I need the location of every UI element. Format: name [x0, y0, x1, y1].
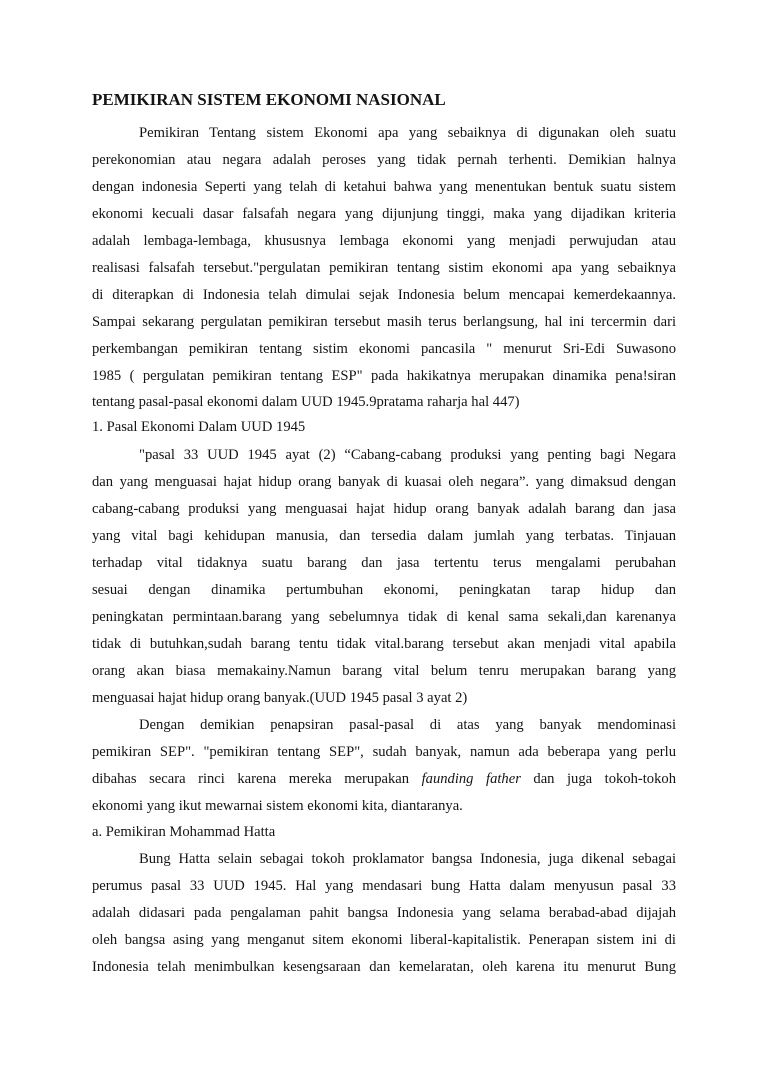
page-title: PEMIKIRAN SISTEM EKONOMI NASIONAL	[92, 90, 446, 109]
paragraph-line: 1985 ( pergulatan pemikiran tentang ESP" pada hakikatnya merupakan dinamika pena!siran	[92, 368, 676, 384]
line-segment: dibahas secara rinci karena mereka merupakan	[92, 771, 410, 787]
paragraph-line: adalah lembaga-lembaga, khususnya lembaga ekonomi yang menjadi perwujudan atau	[92, 233, 676, 249]
line-segment: dan juga tokoh-tokoh	[533, 771, 676, 787]
paragraph-line: perekonomian atau negara adalah peroses yang tidak pernah terhenti. Demikian halnya	[92, 152, 676, 168]
paragraph-line: menguasai hajat hidup orang banyak.(UUD 1945 pasal 3 ayat 2)	[92, 690, 468, 706]
paragraph-line: ekonomi yang ikut mewarnai sistem ekonomi kita, diantaranya.	[92, 798, 463, 814]
paragraph-line	[92, 770, 676, 788]
paragraph-line: yang vital bagi kehidupan manusia, dan tersedia dalam jumlah yang terbatas. Tinjauan	[92, 528, 676, 544]
paragraph-line: Sampai sekarang pergulatan pemikiran tersebut masih terus berlangsung, hal ini tercermin dari	[92, 314, 676, 330]
paragraph-line: Pemikiran Tentang sistem Ekonomi apa yang sebaiknya di digunakan oleh suatu	[139, 125, 676, 141]
paragraph-line: oleh bangsa asing yang menganut sitem ekonomi liberal-kapitalistik. Penerapan sistem ini di	[92, 932, 676, 948]
paragraph-line: ekonomi kecuali dasar falsafah negara yang dijunjung tinggi, maka yang dijadikan kriteria	[92, 206, 676, 222]
paragraph-line: sesuai dengan dinamika pertumbuhan ekonomi, peningkatan tarap hidup dan	[92, 582, 676, 598]
paragraph-line: cabang-cabang produksi yang menguasai hajat hidup orang banyak adalah barang dan jasa	[92, 501, 676, 517]
section-heading: 1. Pasal Ekonomi Dalam UUD 1945	[92, 419, 306, 435]
paragraph-line: pemikiran SEP". "pemikiran tentang SEP", sudah banyak, namun ada beberapa yang perlu	[92, 744, 676, 760]
section-heading: a. Pemikiran Mohammad Hatta	[92, 824, 276, 840]
paragraph-line: tidak di butuhkan,sudah barang tentu tidak vital.barang tersebut akan menjadi vital apabila	[92, 636, 676, 652]
paragraph-line: dengan indonesia Seperti yang telah di ketahui bahwa yang menentukan bentuk suatu sistem	[92, 179, 676, 195]
paragraph-line: perumus pasal 33 UUD 1945. Hal yang mendasari bung Hatta dalam menyusun pasal 33	[92, 878, 676, 894]
paragraph-line: "pasal 33 UUD 1945 ayat (2) “Cabang-cabang produksi yang penting bagi Negara	[139, 447, 676, 463]
paragraph-line: orang akan biasa memakainy.Namun barang vital belum tenru merupakan barang yang	[92, 663, 676, 679]
paragraph-line: Dengan demikian penapsiran pasal-pasal di atas yang banyak mendominasi	[139, 717, 676, 733]
paragraph-line: perkembangan pemikiran tentang sistim ekonomi pancasila " menurut Sri-Edi Suwasono	[92, 341, 676, 357]
paragraph-line: realisasi falsafah tersebut."pergulatan pemikiran tentang sistim ekonomi apa yang sebaiknya	[92, 260, 676, 276]
paragraph-line: di diterapkan di Indonesia telah dimulai sejak Indonesia belum mencapai kemerdekaannya.	[92, 287, 676, 303]
paragraph-line: Indonesia telah menimbulkan kesengsaraan dan kemelaratan, oleh karena itu menurut Bung	[92, 959, 676, 975]
paragraph-line: Bung Hatta selain sebagai tokoh proklamator bangsa Indonesia, juga dikenal sebagai	[139, 851, 676, 867]
paragraph-line: peningkatan permintaan.barang yang sebelumnya tidak di kenal sama sekali,dan karenanya	[92, 609, 676, 625]
paragraph-line: dan yang menguasai hajat hidup orang banyak di kuasai oleh negara”. yang dimaksud dengan	[92, 474, 676, 490]
paragraph-line: terhadap vital tidaknya suatu barang dan jasa tertentu terus mengalami perubahan	[92, 555, 676, 571]
paragraph-line: tentang pasal-pasal ekonomi dalam UUD 1945.9pratama raharja hal 447)	[92, 394, 520, 410]
paragraph-line: adalah didasari pada pengalaman pahit bangsa Indonesia yang selama berabad-abad dijajah	[92, 905, 676, 921]
italic-phrase: faunding father	[421, 771, 521, 787]
